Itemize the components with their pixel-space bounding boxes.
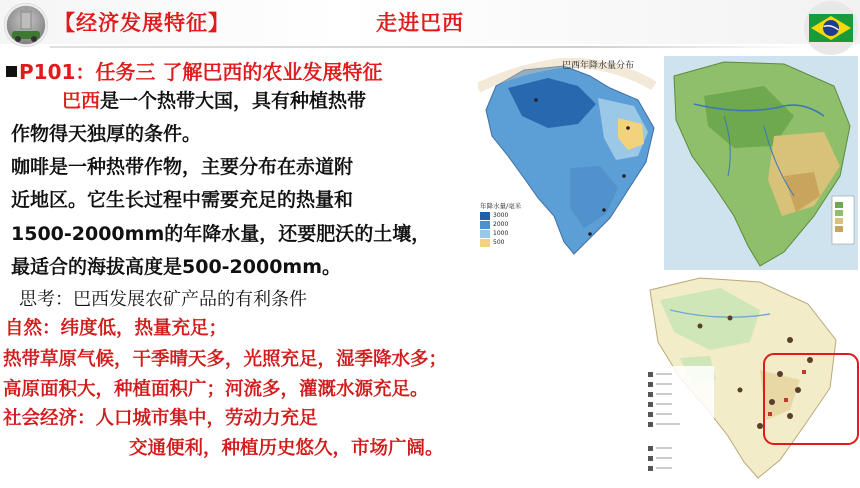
rainfall-map-title: 巴西年降水量分布 (562, 61, 635, 71)
legend-swatch (480, 239, 490, 247)
legend-swatch (480, 230, 490, 238)
legend-label: 3000 (493, 212, 509, 219)
legend-label: 1000 (493, 230, 509, 237)
legend-swatch (480, 212, 490, 220)
physical-map (664, 56, 858, 270)
badge-emblem-icon (4, 3, 48, 47)
rainfall-legend (480, 212, 520, 252)
legend-label: 500 (493, 239, 505, 246)
task-title (6, 56, 382, 85)
highlight-brazil: 巴西 (62, 90, 101, 112)
nature-line: 热带草原气候，干季晴天多，光照充足，湿季降水多； (3, 349, 448, 370)
paragraph-line: 作物得天独厚的条件。 (11, 123, 202, 145)
think-question: 思考：巴西发展农矿产品的有利条件 (19, 289, 307, 310)
paragraph-line (62, 86, 366, 113)
brazil-flag-icon (803, 0, 859, 56)
paragraph-line-text: 是一个热带大国，具有种植热带 (100, 90, 367, 112)
bullet-square-icon (6, 66, 17, 77)
paragraph-line: 1500-2000mm的年降水量，还要肥沃的土壤， (11, 223, 431, 245)
paragraph-line: 近地区。它生长过程中需要充足的热量和 (11, 189, 354, 211)
section-label: 【经济发展特征】 (54, 11, 230, 35)
header-divider (50, 46, 810, 48)
paragraph-line: 最适合的海拔高度是500-2000mm。 (11, 256, 342, 278)
legend-swatch (480, 221, 490, 229)
rainfall-legend-title: 年降水量/毫米 (480, 202, 522, 210)
social-line: 交通便利，种植历史悠久，市场广阔。 (129, 438, 444, 459)
topic-title: 走进巴西 (376, 11, 464, 35)
nature-line: 高原面积大，种植面积广；河流多，灌溉水源充足。 (3, 379, 429, 400)
agriculture-map (640, 270, 860, 484)
legend-label: 2000 (493, 221, 509, 228)
social-line: 社会经济：人口城市集中，劳动力充足 (3, 408, 318, 429)
paragraph-line: 咖啡是一种热带作物，主要分布在赤道附 (11, 156, 354, 178)
task-title-text: P101：任务三 了解巴西的农业发展特征 (19, 60, 383, 84)
nature-line: 自然：纬度低，热量充足； (5, 318, 228, 339)
